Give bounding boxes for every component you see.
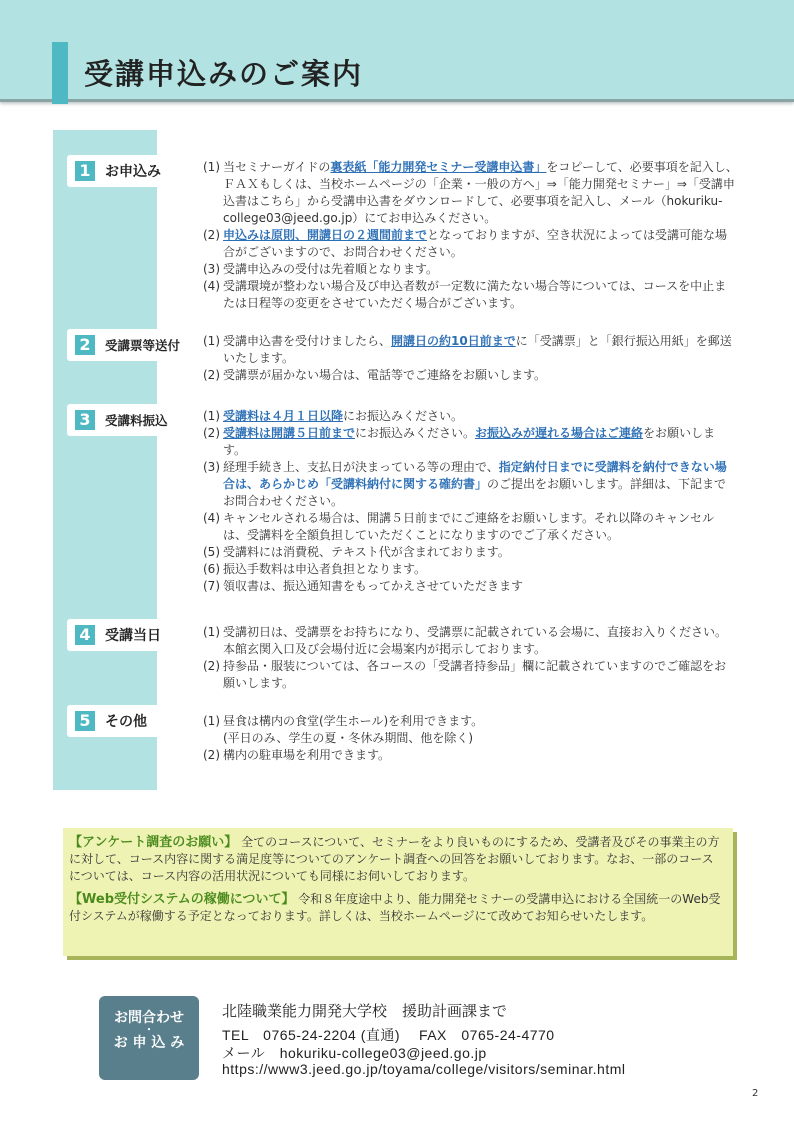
badge-top: お問合わせ bbox=[114, 1010, 184, 1026]
item-text: 持参品・服装については、各コースの「受講者持参品」欄に記載されていますのでご確認をお願いします。 bbox=[223, 659, 727, 690]
list-item bbox=[203, 367, 738, 384]
item-number: (7) bbox=[203, 579, 220, 593]
list-item bbox=[203, 425, 738, 459]
web-system-notice bbox=[69, 891, 725, 925]
section-number: 2 bbox=[75, 335, 95, 355]
section-body-3 bbox=[203, 408, 738, 595]
item-text: 経理手続き上、支払日が決まっている等の理由で、 bbox=[223, 460, 499, 474]
section-body-1 bbox=[203, 159, 738, 312]
survey-notice bbox=[69, 834, 725, 885]
contact-organization: 北陸職業能力開発大学校 援助計画課まで bbox=[222, 1002, 508, 1020]
item-text: にお振込みください。 bbox=[343, 409, 464, 423]
highlighted-text: 申込みは原則、開講日の２週間前まで bbox=[223, 228, 428, 242]
badge-bottom: お 申 込 み bbox=[113, 1035, 185, 1051]
item-number: (2) bbox=[203, 659, 220, 673]
item-number: (2) bbox=[203, 368, 220, 382]
item-text: 当セミナーガイドの bbox=[223, 160, 331, 174]
list-item bbox=[203, 561, 738, 578]
section-body-5 bbox=[203, 713, 738, 764]
survey-heading: 【アンケート調査のお願い】 bbox=[69, 835, 238, 850]
section-label-2 bbox=[67, 329, 185, 361]
section-title: 受講票等送付 bbox=[105, 338, 181, 353]
item-number: (1) bbox=[203, 714, 220, 728]
item-number: (1) bbox=[203, 625, 220, 639]
item-text: 受講料には消費税、テキスト代が含まれております。 bbox=[223, 545, 510, 559]
item-number: (3) bbox=[203, 262, 220, 276]
item-text: 領収書は、振込通知書をもってかえさせていただきます bbox=[223, 579, 524, 593]
item-number: (4) bbox=[203, 511, 220, 525]
highlighted-text: 受講料は開講５日前まで bbox=[223, 426, 356, 440]
section-number: 5 bbox=[75, 711, 95, 731]
list-item bbox=[203, 333, 738, 367]
item-text: 受講申込みの受付は先着順となります。 bbox=[223, 262, 439, 276]
item-text: に「受講票」と「銀行振込用紙」を郵送いたします。 bbox=[223, 334, 732, 365]
list-item bbox=[203, 278, 738, 312]
list-item bbox=[203, 159, 738, 227]
highlighted-text: 指定納付日までに受講料を納付できない場合は、あらかじめ「受講料納付に関する確約書」 bbox=[223, 460, 727, 491]
item-number: (2) bbox=[203, 228, 220, 242]
list-item bbox=[203, 578, 738, 595]
list-item bbox=[203, 658, 738, 692]
item-text: 構内の駐車場を利用できます。 bbox=[223, 748, 391, 762]
item-text: となっておりますが、空き状況によっては受講可能な場合がございますので、お問合わせください。 bbox=[223, 228, 728, 259]
item-number: (1) bbox=[203, 160, 220, 174]
list-item bbox=[203, 459, 738, 510]
section-number: 1 bbox=[75, 161, 95, 181]
list-item bbox=[203, 408, 738, 425]
item-text: 振込手数料は申込者負担となります。 bbox=[223, 562, 427, 576]
highlighted-text: 裏表紙「能力開発セミナー受講申込書」 bbox=[330, 160, 547, 174]
notice-box bbox=[63, 828, 733, 956]
item-number: (1) bbox=[203, 334, 220, 348]
list-item bbox=[203, 730, 738, 747]
survey-text: 全てのコースについて、セミナーをより良いものにするため、受講者及びその事業主の方に対して、コース内容に関する満足度等についてのアンケート調査への回答をお願いしております。なお、一部のコースについては、コース内容の活用状況についても同様にお伺いしております。 bbox=[69, 835, 720, 883]
list-item bbox=[203, 544, 738, 561]
item-text: (平日のみ、学生の夏・冬休み期間、他を除く) bbox=[223, 731, 474, 745]
item-text: 昼食は構内の食堂(学生ホール)を利用できます。 bbox=[223, 714, 484, 728]
item-number: (1) bbox=[203, 409, 220, 423]
item-number: (5) bbox=[203, 545, 220, 559]
contact-email[interactable]: メール hokuriku-college03@jeed.go.jp bbox=[222, 1045, 487, 1061]
item-text: 受講初日は、受講票をお持ちになり、受講票に記載されている会場に、直接お入りください。本館玄関入口及び会場付近に会場案内が掲示しております。 bbox=[223, 625, 728, 656]
section-title: 受講当日 bbox=[105, 628, 161, 644]
section-title: お申込み bbox=[105, 164, 161, 180]
section-label-4 bbox=[67, 619, 185, 651]
page-title: 受講申込みのご案内 bbox=[84, 57, 364, 91]
section-title: その他 bbox=[105, 714, 147, 730]
web-system-text: 令和８年度途中より、能力開発セミナーの受講申込における全国統一のWeb受付システムが稼働する予定となっております。詳しくは、当校ホームページにて改めてお知らせいたします。 bbox=[69, 892, 721, 923]
item-text: のご提出をお願いします。詳細は、下記までお問合わせください。 bbox=[223, 477, 727, 508]
section-number: 4 bbox=[75, 625, 95, 645]
section-body-2 bbox=[203, 333, 738, 384]
highlighted-text: 受講料は４月１日以降 bbox=[223, 409, 344, 423]
item-number: (4) bbox=[203, 279, 220, 293]
section-body-4 bbox=[203, 624, 738, 692]
web-system-heading: 【Web受付システムの稼働について】 bbox=[69, 892, 295, 907]
section-label-1 bbox=[67, 155, 185, 187]
section-label-column bbox=[53, 130, 157, 790]
section-label-5 bbox=[67, 705, 185, 737]
item-text: をお願いします。 bbox=[223, 426, 716, 457]
highlighted-text: 開講日の約10日前まで bbox=[391, 334, 516, 348]
item-text: 受講票が届かない場合は、電話等でご連絡をお願いします。 bbox=[223, 368, 547, 382]
section-label-3 bbox=[67, 404, 185, 436]
item-text: 受講申込書を受付けましたら、 bbox=[223, 334, 392, 348]
item-number: (3) bbox=[203, 460, 220, 474]
contact-url[interactable]: https://www3.jeed.go.jp/toyama/college/visitors/seminar.html bbox=[222, 1061, 626, 1077]
highlighted-text: お振込みが遅れる場合はご連絡 bbox=[475, 426, 644, 440]
list-item bbox=[203, 510, 738, 544]
section-number: 3 bbox=[75, 410, 95, 430]
page-number: 2 bbox=[752, 1088, 759, 1099]
item-number: (6) bbox=[203, 562, 220, 576]
contact-phone-fax: TEL 0765-24-2204 (直通) FAX 0765-24-4770 bbox=[222, 1027, 555, 1043]
list-item bbox=[203, 227, 738, 261]
item-number: (2) bbox=[203, 748, 220, 762]
badge-dot: ・ bbox=[144, 1025, 154, 1036]
list-item bbox=[203, 713, 738, 730]
list-item bbox=[203, 747, 738, 764]
item-text: キャンセルされる場合は、開講５日前までにご連絡をお願いします。それ以降のキャンセルは、受講料を全額負担していただくことになりますのでご了承ください。 bbox=[223, 511, 715, 542]
item-text: にお振込みください。 bbox=[355, 426, 476, 440]
item-text: 受講環境が整わない場合及び申込者数が一定数に満たない場合等については、コースを中止または日程等の変更をさせていただく場合がございます。 bbox=[223, 279, 727, 310]
item-text: をコピーして、必要事項を記入し、ＦＡＸもしくは、当校ホームページの「企業・一般の方へ」⇒「能力開発セミナー」⇒「受講申込書はこちら」から受講申込書をダウンロードして、必要事項を記入し、メール（hokuriku-college03@jeed.go.jp）にてお申込みください。 bbox=[223, 160, 738, 225]
contact-badge bbox=[99, 996, 199, 1080]
list-item bbox=[203, 624, 738, 658]
item-number: (2) bbox=[203, 426, 220, 440]
section-title: 受講料振込 bbox=[105, 413, 168, 428]
header-accent-bar bbox=[52, 42, 68, 104]
list-item bbox=[203, 261, 738, 278]
